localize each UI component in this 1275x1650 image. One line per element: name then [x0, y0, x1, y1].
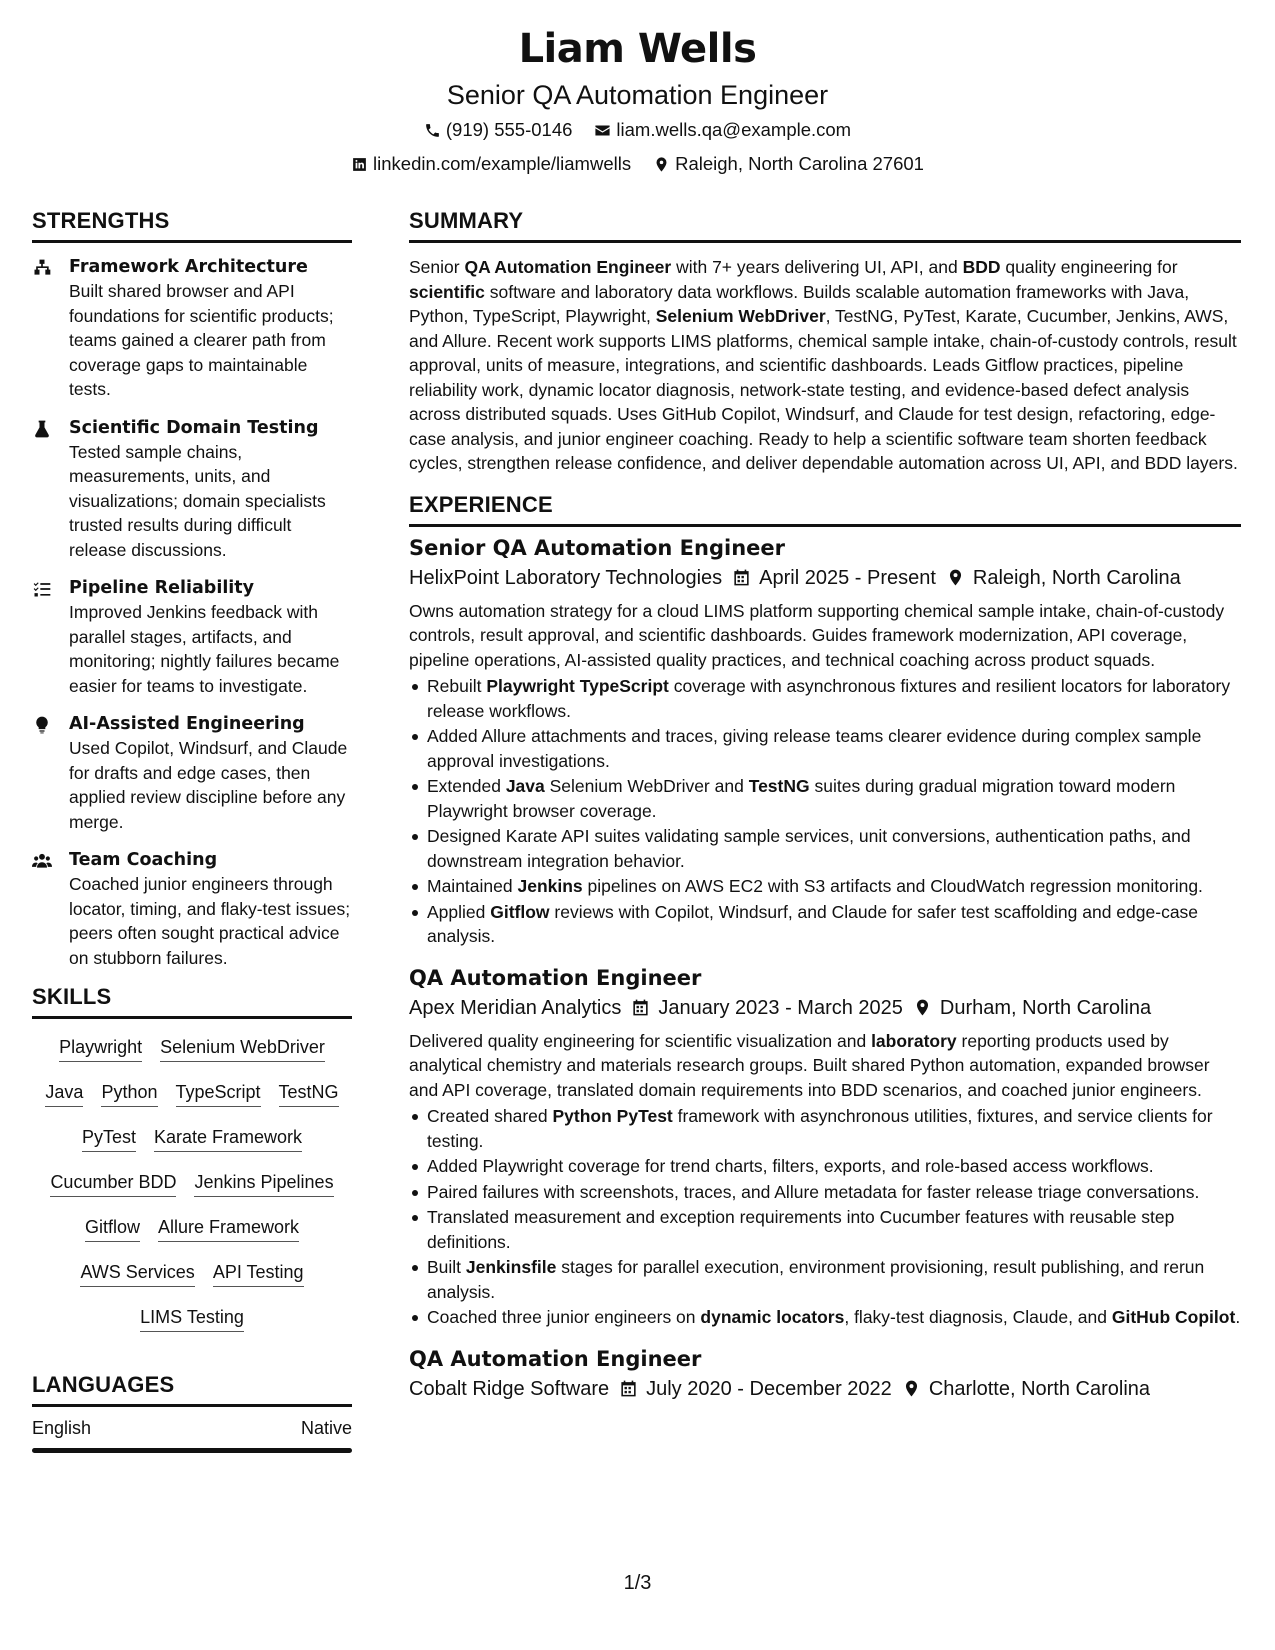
job-bullet: Added Playwright coverage for trend charts, filters, exports, and role-based access workflows.: [409, 1154, 1241, 1179]
language-level: Native: [300, 1418, 352, 1438]
strength-desc: Used Copilot, Windsurf, and Claude for drafts and edge cases, then applied review discipline before any merge.: [69, 738, 348, 832]
skill-tag: TestNG: [279, 1080, 339, 1107]
phone-text: (919) 555-0146: [445, 119, 573, 140]
job-location: Raleigh, North Carolina: [946, 563, 1181, 593]
strength-title: Pipeline Reliability: [69, 578, 255, 598]
job-location: Durham, North Carolina: [913, 993, 1151, 1023]
strength-body: [69, 416, 352, 563]
job-bullet: Rebuilt Playwright TypeScript coverage with asynchronous fixtures and resilient locators for laboratory release workflows.: [409, 674, 1241, 723]
summary-heading: SUMMARY: [409, 208, 1241, 243]
skill-tag: Karate Framework: [154, 1125, 302, 1152]
job-meta: [409, 563, 1241, 593]
candidate-name: Liam Wells: [518, 26, 757, 72]
skill-tag: Allure Framework: [158, 1215, 299, 1242]
strength-desc: Coached junior engineers through locator, timing, and flaky-test issues; peers often sought practical advice on stubborn failures.: [69, 874, 351, 968]
job-entry: [409, 963, 1241, 1330]
phone-contact[interactable]: [424, 114, 573, 146]
job-entry: [409, 1344, 1241, 1404]
skill-tag: Jenkins Pipelines: [194, 1170, 333, 1197]
strength-title: Team Coaching: [69, 850, 218, 870]
strength-icon-wrap: [32, 848, 56, 970]
job-bullet: Built Jenkinsfile stages for parallel execution, environment provisioning, result publishing, and rerun analysis.: [409, 1255, 1241, 1304]
calendar-icon: [619, 1379, 638, 1398]
skill-tag: Playwright: [59, 1035, 142, 1062]
job-company: HelixPoint Laboratory Technologies: [409, 566, 723, 589]
job-bullet: Translated measurement and exception requirements into Cucumber features with reusable step definitions.: [409, 1205, 1241, 1254]
strength-body: [69, 255, 352, 402]
candidate-title: Senior QA Automation Engineer: [446, 80, 829, 110]
skill-tag: Java: [45, 1080, 83, 1107]
map-pin-icon: [902, 1379, 921, 1398]
job-bullet: Paired failures with screenshots, traces, and Allure metadata for faster release triage conversations.: [409, 1180, 1241, 1205]
job-description: Delivered quality engineering for scientific visualization and laboratory reporting products used by analytical chemistry and materials research groups. Built shared Python automation, expanded browser and API coverage, translated domain requirements into BDD scenarios, and coached junior engineers.: [409, 1030, 1210, 1100]
linkedin-text: linkedin.com/example/liamwells: [373, 153, 632, 174]
strengths-heading: STRENGTHS: [32, 208, 352, 243]
skill-tag: TypeScript: [176, 1080, 261, 1107]
job-meta: [409, 993, 1241, 1023]
location-contact: [653, 148, 924, 180]
language-item: [32, 1413, 352, 1453]
job-dates: January 2023 - March 2025: [631, 993, 903, 1023]
job-bullets: [409, 674, 1241, 949]
job-bullet: Maintained Jenkins pipelines on AWS EC2 with S3 artifacts and CloudWatch regression monitoring.: [409, 874, 1241, 899]
strength-item: [32, 416, 352, 563]
calendar-icon: [631, 998, 650, 1017]
language-name: English: [32, 1418, 92, 1438]
skill-tag: Cucumber BDD: [50, 1170, 176, 1197]
experience-heading: EXPERIENCE: [409, 492, 1241, 527]
map-pin-icon: [946, 568, 965, 587]
left-column: [32, 208, 352, 1453]
job-entry: [409, 533, 1241, 949]
strength-title: Scientific Domain Testing: [69, 417, 319, 438]
strength-body: [69, 576, 352, 698]
job-title: QA Automation Engineer: [409, 1346, 702, 1371]
skill-tag: Selenium WebDriver: [160, 1035, 325, 1062]
job-bullet: Designed Karate API suites validating sample services, unit conversions, authentication paths, and downstream integration behavior.: [409, 824, 1241, 873]
job-company: Cobalt Ridge Software: [409, 1377, 610, 1400]
linkedin-icon: [351, 156, 368, 173]
phone-icon: [424, 122, 441, 139]
strength-desc: Built shared browser and API foundations for scientific products; teams gained a clearer path from coverage gaps to maintainable tests.: [69, 281, 334, 399]
flask-icon: [32, 419, 52, 439]
job-dates: July 2020 - December 2022: [619, 1374, 892, 1404]
job-title: QA Automation Engineer: [409, 965, 702, 990]
contact-row-2: [0, 148, 1275, 180]
skills-list: [32, 1031, 352, 1332]
strength-desc: Tested sample chains, measurements, units, and visualizations; domain specialists trusted results during difficult release discussions.: [69, 441, 326, 560]
job-bullet: Created shared Python PyTest framework with asynchronous utilities, fixtures, and service clients for testing.: [409, 1104, 1241, 1153]
language-proficiency-bar: [32, 1448, 352, 1453]
map-pin-icon: [653, 156, 670, 173]
map-pin-icon: [913, 998, 932, 1017]
strengths-list: [32, 255, 352, 970]
sitemap-icon: [32, 258, 52, 278]
job-bullet: Coached three junior engineers on dynamic locators, flaky-test diagnosis, Claude, and GitHub Copilot.: [409, 1305, 1241, 1330]
job-description: Owns automation strategy for a cloud LIMS platform supporting chemical sample intake, chain-of-custody controls, result approval, and scientific dashboards. Guides framework modernization, API coverage, pipeline operations, AI-assisted quality practices, and technical coaching across product squads.: [409, 600, 1225, 670]
strength-icon-wrap: [32, 255, 56, 402]
summary-text: Senior QA Automation Engineer with 7+ years delivering UI, API, and BDD quality engineering for scientific software and laboratory data workflows. Builds scalable automation frameworks with Java, Python, TypeScript, Playwright, Selenium WebDriver, TestNG, PyTest, Karate, Cucumber, Jenkins, AWS, and Allure. Recent work supports LIMS platforms, chemical sample intake, chain-of-custody controls, result approval, units of measure, integrations, and scientific dashboards. Leads Gitflow practices, pipeline reliability work, dynamic locator diagnosis, network-state testing, and evidence-based defect analysis across distributed squads. Uses GitHub Copilot, Windsurf, and Claude for test design, refactoring, edge-case analysis, and junior engineer coaching. Ready to help a scientific software team shorten feedback cycles, strengthen release confidence, and deliver dependable automation across UI, API, and BDD layers.: [409, 257, 1238, 473]
language-row: [32, 1413, 352, 1441]
skills-heading: SKILLS: [32, 984, 352, 1019]
strength-title: AI-Assisted Engineering: [69, 714, 305, 734]
strength-item: [32, 712, 352, 834]
lightbulb-icon: [32, 715, 52, 735]
job-bullets: [409, 1104, 1241, 1330]
calendar-icon: [732, 568, 751, 587]
job-bullet: Added Allure attachments and traces, giving release teams clearer evidence during complex sample approval investigations.: [409, 724, 1241, 773]
email-contact[interactable]: [594, 114, 851, 146]
strength-icon-wrap: [32, 416, 56, 563]
job-bullet: Applied Gitflow reviews with Copilot, Windsurf, and Claude for safer test scaffolding and edge-case analysis.: [409, 900, 1241, 949]
location-text: Raleigh, North Carolina 27601: [675, 153, 924, 174]
contact-row-1: [0, 114, 1275, 146]
job-company: Apex Meridian Analytics: [409, 996, 622, 1019]
skill-tag: Gitflow: [85, 1215, 140, 1242]
strength-body: [69, 848, 352, 970]
job-bullet: Extended Java Selenium WebDriver and TestNG suites during gradual migration toward modern Playwright browser coverage.: [409, 774, 1241, 823]
job-dates: April 2025 - Present: [732, 563, 936, 593]
linkedin-contact[interactable]: [351, 148, 631, 180]
checklist-icon: [32, 579, 52, 599]
strength-item: [32, 848, 352, 970]
skill-tag: Python: [101, 1080, 157, 1107]
jobs-list: [409, 533, 1241, 1404]
job-title: Senior QA Automation Engineer: [409, 535, 785, 560]
skill-tag: API Testing: [213, 1260, 304, 1287]
languages-list: [32, 1413, 352, 1453]
right-column: [409, 208, 1241, 1410]
email-text: liam.wells.qa@example.com: [616, 119, 852, 140]
strength-body: [69, 712, 352, 834]
strength-title: Framework Architecture: [69, 257, 308, 277]
strength-icon-wrap: [32, 712, 56, 834]
strength-desc: Improved Jenkins feedback with parallel stages, artifacts, and monitoring; nightly failures became easier for teams to investigate.: [69, 602, 340, 696]
job-meta: [409, 1374, 1241, 1404]
strength-item: [32, 255, 352, 402]
job-location: Charlotte, North Carolina: [902, 1374, 1150, 1404]
envelope-icon: [594, 122, 611, 139]
resume-header: [0, 20, 1275, 180]
strength-icon-wrap: [32, 576, 56, 698]
skill-tag: PyTest: [82, 1125, 136, 1152]
languages-heading: LANGUAGES: [32, 1372, 352, 1407]
skill-tag: AWS Services: [80, 1260, 194, 1287]
users-icon: [32, 851, 52, 871]
skill-tag: LIMS Testing: [140, 1305, 244, 1332]
page-number: 1/3: [623, 1572, 652, 1594]
strength-item: [32, 576, 352, 698]
